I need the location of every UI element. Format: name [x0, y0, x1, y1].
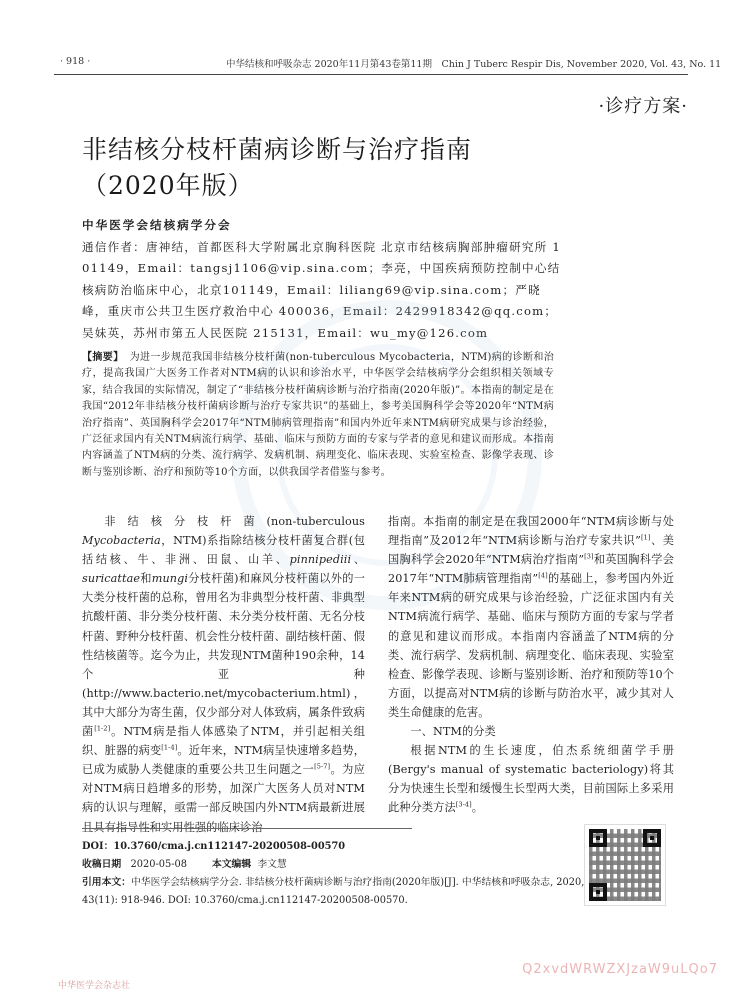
abstract-text: 为进一步规范我国非结核分枝杆菌(non-tuberculous Mycobacteria，NTM)病的诊断和治疗，提高我国广大医务工作者对NTM病的认识和诊治水平，中华医学会结核病学分会组织相关领域专家，结合我国的实际情况，制定了“非结核分枝杆菌病诊断与治疗指南(2020年版)”。本指南的制定是在我国“2012年非结核分枝杆菌病诊断与治疗专家共识”的基础上，参考美国胸科学会等2020年“NTM病治疗指南”、英国胸科学会2017年“NTM肺病管理指南”和国内外近年来NTM病研究成果与诊治经验，广泛征求国内有关NTM病流行病学、基础、临床与预防方面的专家与学者的意见和建议而形成。本指南内容涵盖了NTM病的分类、流行病学、发病机制、病理变化、临床表现、实验室检查、影像学表现、诊断与鉴别诊断、治疗和预防等10个方面，以供我国学者借鉴与参考。: [82, 352, 554, 478]
abstract-label: 【摘要】: [82, 352, 124, 363]
correspondence-info: 通信作者：唐神结，首都医科大学附属北京胸科医院 北京市结核病胸部肿瘤研究所 101149，Email：tangsj1106@vip.sina.com；李亮，中国疾病预防控制中心结核病防治临床中心，北京101149，Email：liliang69@vip.sina.com；严晓峰，重庆市公共卫生医疗救治中心 400036，Email：2429918342@qq.com；吴妹英，苏州市第五人民医院 215131，Email：wu_my@126.com: [82, 239, 561, 340]
publisher-logo: 中华医学会杂志社: [58, 981, 131, 991]
text-run-italic: pinnipediii: [289, 553, 352, 567]
citation-ref[interactable]: [1-4]: [161, 743, 178, 752]
abstract: [82, 350, 554, 481]
text-run: 根据NTM的生长速度，伯杰系统细菌学手册(Bergy's manual of systematic bacteriology)将其分为快速生长型和缓慢生长型两大类，目前国际上多采用此种分类方法: [388, 744, 674, 815]
text-run: 。为应对NTM病日趋增多的形势，加深广大医务人员对NTM病的认识与理解，亟需一部反映国内外NTM病最新进展且具有指导性和实用性强的临床诊治: [82, 763, 365, 834]
text-run: 分枝杆菌)和麻风分枝杆菌以外的一大类分枝杆菌的总称，曾用名为非典型分枝杆菌、非典型抗酸杆菌、非分类分枝杆菌、未分类分枝杆菌、无名分枝杆菌、野种分枝杆菌、机会性分枝杆菌、副结核杆菌、假性结核菌等。迄今为止，共发现NTM菌种190余种，14个亚种(http://www.bacterio.net/mycobacterium.html)，其中大部分为寄生菌，仅少部分对人体致病，属条件致病菌: [82, 572, 365, 739]
section-label: ·诊疗方案·: [598, 96, 688, 117]
running-header: [54, 56, 722, 70]
received-label: 收稿日期: [82, 859, 122, 870]
citation-ref[interactable]: [4]: [538, 571, 548, 580]
text-run: 。: [471, 801, 484, 815]
citation-ref[interactable]: [1]: [640, 533, 651, 542]
citation-text: 中华医学会结核病学分会. 非结核分枝杆菌病诊断与治疗指南(2020年版)[J]. 中华结核和呼吸杂志, 2020, 43(11): 918-946. DOI: 10.3760/cma.j.cn112147-20200508-00570.: [82, 877, 585, 906]
text-run-italic: suricattae: [82, 572, 141, 586]
text-run: 指南。本指南的制定是在我国2000年“NTM病诊断与处理指南”及2012年“NTM病诊断与治疗专家共识”: [388, 515, 674, 548]
article-title: [82, 132, 642, 204]
citation-line: [82, 874, 592, 910]
citation-ref[interactable]: [1-2]: [94, 724, 111, 733]
text-run: 和英国胸科学会2017年“NTM肺病管理指南”: [388, 553, 674, 586]
tracking-code-watermark: Q2xvdWRWZXJzaW9uLQo7: [522, 962, 718, 977]
text-run: 非结核分枝杆菌(non-tuberculous: [104, 515, 365, 528]
text-run: 的基础上，参考国内外近年来NTM病的研究成果与诊治经验，广泛征求国内有关NTM病流行病学、基础、临床与预防方面的专家与学者的意见和建议而形成。本指南内容涵盖了NTM病的分类、流行病学、发病机制、病理变化、临床表现、实验室检查、影像学表现、诊断与鉴别诊断、治疗和预防等10个方面，以提高对NTM病的诊断与防治水平，减少其对人类生命健康的危害。: [388, 572, 674, 719]
paragraph-classification: [388, 741, 674, 817]
text-run: 和: [140, 572, 152, 586]
received-line: [82, 856, 592, 874]
received-date: 2020-05-08: [130, 859, 188, 870]
citation-ref[interactable]: [5-7]: [314, 762, 331, 771]
citation-label: 引用本文：: [82, 877, 131, 888]
doi-line[interactable]: [82, 838, 592, 856]
text-run: 。NTM病是指人体感染了NTM，并引起相关组织、脏器的病变: [82, 725, 365, 758]
editor-label: 本文编辑: [211, 859, 252, 870]
doi-text[interactable]: DOI：10.3760/cma.j.cn112147-20200508-00570: [82, 841, 346, 852]
journal-citation-line: 中华结核和呼吸杂志 2020年11月第43卷第11期 Chin J Tuberc Respir Dis, November 2020, Vol. 43, No. 11: [226, 59, 722, 70]
editor-name: 李文慧: [257, 859, 287, 870]
page-number: · 918 ·: [60, 56, 91, 67]
article-title-line1: 非结核分枝杆菌病诊断与治疗指南: [82, 135, 473, 164]
text-run-italic: Mycobacteria: [82, 534, 161, 548]
qr-finder-pattern: [589, 883, 607, 901]
citation-ref[interactable]: [3-4]: [455, 800, 472, 809]
text-run: 、美国胸科学会2020年“NTM病治疗指南”: [388, 534, 675, 567]
section-heading-classification: 一、NTM的分类: [410, 725, 496, 739]
text-run-italic: mungi: [151, 572, 189, 586]
text-run: ，NTM)系指除结核分枝杆菌复合群(包括结核、牛、非洲、田鼠、山羊、: [82, 534, 365, 567]
citation-ref[interactable]: [3]: [584, 552, 594, 561]
footer-rule: [82, 828, 412, 829]
paragraph-intro: [82, 512, 365, 837]
author-organization: 中华医学会结核病学分会: [82, 218, 232, 232]
body-column-right: [388, 512, 674, 818]
paragraph-continued: [388, 512, 674, 722]
qr-finder-pattern: [643, 829, 661, 847]
text-run: 、: [351, 553, 365, 567]
text-run: 。近年来，NTM病呈快速增多趋势，已成为威胁人类健康的重要公共卫生问题之一: [82, 744, 365, 777]
qr-finder-pattern: [589, 829, 607, 847]
header-rule: [54, 74, 688, 75]
article-footer: [82, 838, 592, 910]
body-column-left: [82, 512, 365, 837]
article-title-line2: （2020年版）: [82, 171, 254, 200]
qr-code[interactable]: [584, 824, 666, 906]
